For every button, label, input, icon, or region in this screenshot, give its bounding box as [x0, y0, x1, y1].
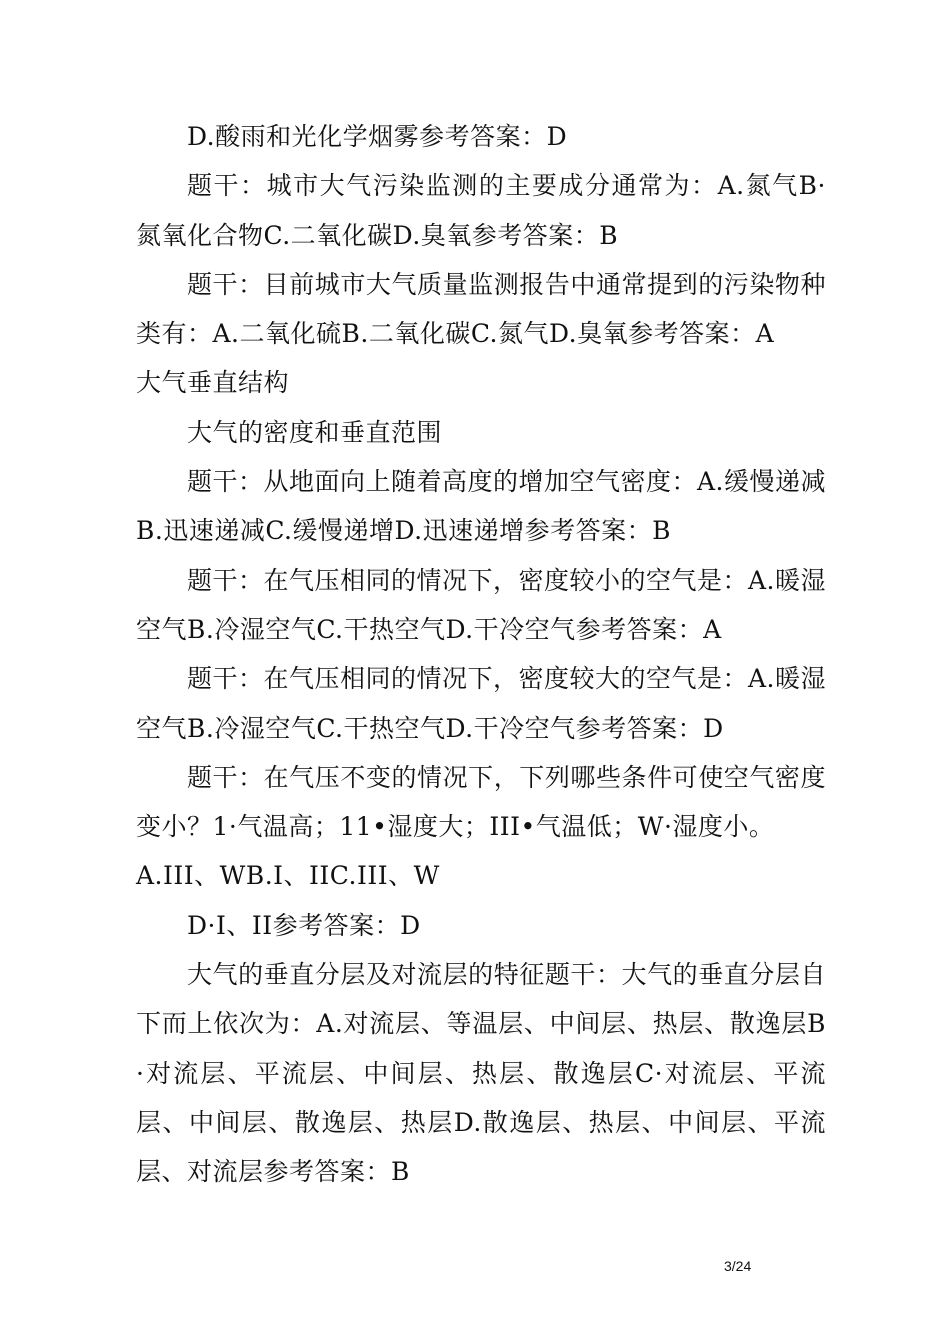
document-page [136, 112, 826, 1197]
page-number: 3/24 [724, 1258, 752, 1274]
paragraph: 大气的垂直分层及对流层的特征题干：大气的垂直分层自下而上依次为：A.对流层、等温层、中间层、热层、散逸层B·对流层、平流层、中间层、热层、散逸层C·对流层、平流层、中间层、散逸层、热层D.散逸层、热层、中间层、平流层、对流层参考答案：B [136, 960, 826, 1187]
paragraph: A.III、WB.I、IIC.III、W [136, 861, 440, 891]
paragraph: 题干：在气压相同的情况下，密度较大的空气是：A.暖湿空气B.冷湿空气C.干热空气D.干冷空气参考答案：D [136, 664, 827, 743]
paragraph: 题干：在气压不变的情况下，下列哪些条件可使空气密度变小？1·气温高；11•湿度大；III•气温低；W·湿度小。 [136, 762, 826, 842]
paragraph: D.酸雨和光化学烟雾参考答案：D [187, 122, 568, 151]
subsection-heading: 大气的密度和垂直范围 [187, 417, 443, 447]
paragraph: 题干：城市大气污染监测的主要成分通常为：A.氮气B·氮氧化合物C.二氧化碳D.臭氧参考答案：B [136, 171, 826, 250]
paragraph: 题干：从地面向上随着高度的增加空气密度：A.缓慢递减B.迅速递减C.缓慢递增D.迅速递增参考答案：B [136, 467, 827, 546]
paragraph: D·I、II参考答案：D [187, 910, 421, 940]
paragraph: 题干：在气压相同的情况下，密度较小的空气是：A.暖湿空气B.冷湿空气C.干热空气D.干冷空气参考答案：A [136, 565, 827, 644]
paragraph: 题干：目前城市大气质量监测报告中通常提到的污染物种类有：A.二氧化硫B.二氧化碳C.氮气D.臭氧参考答案：A [136, 269, 826, 349]
section-heading: 大气垂直结构 [136, 368, 290, 398]
